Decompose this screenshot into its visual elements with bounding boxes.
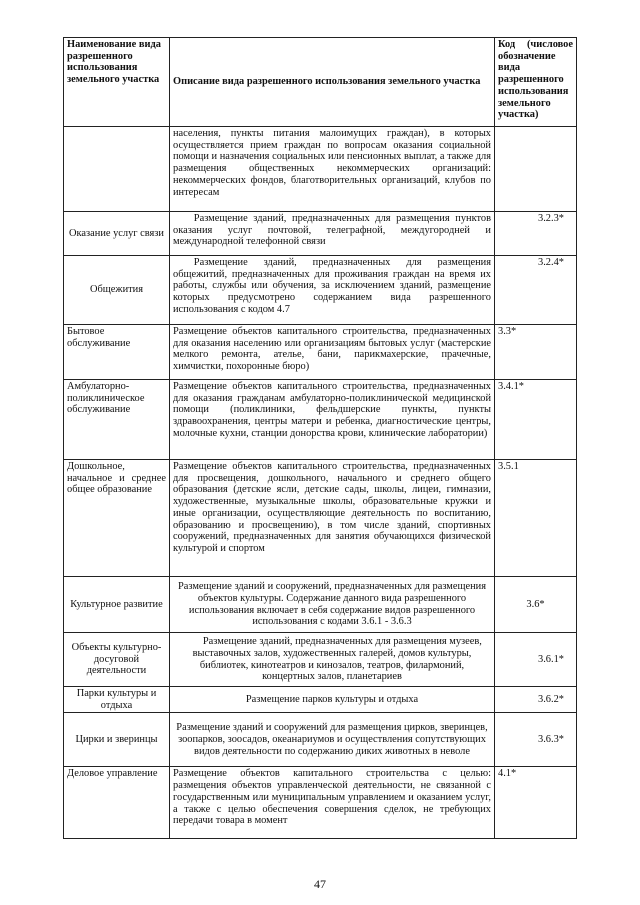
table-row	[64, 713, 577, 767]
page-number: 47	[314, 877, 326, 891]
table-header-row	[64, 38, 577, 127]
table-row	[64, 460, 577, 577]
row-code: 3.5.1	[495, 460, 577, 577]
table-row	[64, 256, 577, 325]
table-row	[64, 325, 577, 380]
row-name: Амбулаторно-поликлиническое обслуживание	[64, 380, 170, 460]
row-description: Размещение зданий и сооружений, предназначенных для размещения объектов культуры. Содержание данного вида разрешенного использования включает в себя содержание видов разрешенного использования с кодами 3.6.1 - 3.6.3	[170, 577, 495, 633]
row-code: 4.1*	[495, 767, 577, 839]
row-code: 3.6*	[495, 577, 577, 633]
header-name: Наименование вида разрешенного использования земельного участка	[64, 38, 170, 127]
row-name: Цирки и зверинцы	[64, 713, 170, 767]
row-name: Парки культуры и отдыха	[64, 687, 170, 713]
table-row	[64, 380, 577, 460]
row-name: Дошкольное, начальное и среднее общее образование	[64, 460, 170, 577]
row-name	[64, 127, 170, 212]
row-description: Размещение зданий, предназначенных для размещения музеев, выставочных залов, художественных галерей, домов культуры, библиотек, кинотеатров и кинозалов, театров, филармоний, концертных залов, планетариев	[170, 633, 495, 687]
row-code: 3.3*	[495, 325, 577, 380]
row-description: Размещение парков культуры и отдыха	[170, 687, 495, 713]
row-name: Общежития	[64, 256, 170, 325]
table-row	[64, 127, 577, 212]
row-code: 3.6.1*	[495, 633, 577, 687]
table-row	[64, 577, 577, 633]
row-code: 3.6.2*	[495, 687, 577, 713]
row-description: Размещение объектов капитального строительства, предназначенных для просвещения, дошкольного, начального и среднего общего образования (детские ясли, детские сады, школы, лицеи, гимназии, художественные, музыкальные школы, образовательные кружки и иные организации, осуществляющие деятельность по воспитанию, образованию и просвещению), в том числе зданий, спортивных сооружений, предназначенных для занятия обучающихся физической культурой и спортом	[170, 460, 495, 577]
row-name: Деловое управление	[64, 767, 170, 839]
row-description: населения, пункты питания малоимущих граждан), в которых осуществляется прием граждан по вопросам оказания социальной помощи и назначения социальных или пенсионных выплат, а также для размещения общественных некоммерческих организаций: некоммерческих фондов, благотворительных организаций, клубов по интересам	[170, 127, 495, 212]
header-description: Описание вида разрешенного использования земельного участка	[170, 38, 495, 127]
row-description: Размещение объектов капитального строительства, предназначенных для оказания населению или организациям бытовых услуг (мастерские мелкого ремонта, ателье, бани, парикмахерские, прачечные, химчистки, похоронные бюро)	[170, 325, 495, 380]
row-code	[495, 127, 577, 212]
row-name: Объекты культурно-досуговой деятельности	[64, 633, 170, 687]
row-description: Размещение зданий, предназначенных для размещения общежитий, предназначенных для проживания граждан на время их работы, службы или обучения, за исключением зданий, размещение которых предусмотрено содержанием вида разрешенного использования с кодом 4.7	[170, 256, 495, 325]
land-use-table	[63, 37, 577, 839]
row-code: 3.6.3*	[495, 713, 577, 767]
table-row	[64, 767, 577, 839]
table-row	[64, 633, 577, 687]
row-code: 3.2.4*	[495, 256, 577, 325]
header-code: Код (числовое обозначение вида разрешенного использования земельного участка)	[495, 38, 577, 127]
row-name: Культурное развитие	[64, 577, 170, 633]
table-row	[64, 687, 577, 713]
row-code: 3.4.1*	[495, 380, 577, 460]
row-description: Размещение объектов капитального строительства, предназначенных для оказания гражданам амбулаторно-поликлинической медицинской помощи (поликлиники, фельдшерские пункты, пункты здравоохранения, центры матери и ребенка, диагностические центры, молочные кухни, станции донорства крови, клинические лаборатории)	[170, 380, 495, 460]
row-name: Бытовое обслуживание	[64, 325, 170, 380]
row-description: Размещение объектов капитального строительства с целью: размещения объектов управленческой деятельности, не связанной с государственным или муниципальным управлением и оказанием услуг, а также с целью обеспечения совершения сделок, не требующих передачи товара в момент	[170, 767, 495, 839]
table-row	[64, 212, 577, 256]
row-description: Размещение зданий, предназначенных для размещения пунктов оказания услуг почтовой, телеграфной, междугородней и международной телефонной связи	[170, 212, 495, 256]
row-name: Оказание услуг связи	[64, 212, 170, 256]
row-code: 3.2.3*	[495, 212, 577, 256]
row-description: Размещение зданий и сооружений для размещения цирков, зверинцев, зоопарков, зоосадов, океанариумов и осуществления сопутствующих видов деятельности по содержанию диких животных в неволе	[170, 713, 495, 767]
